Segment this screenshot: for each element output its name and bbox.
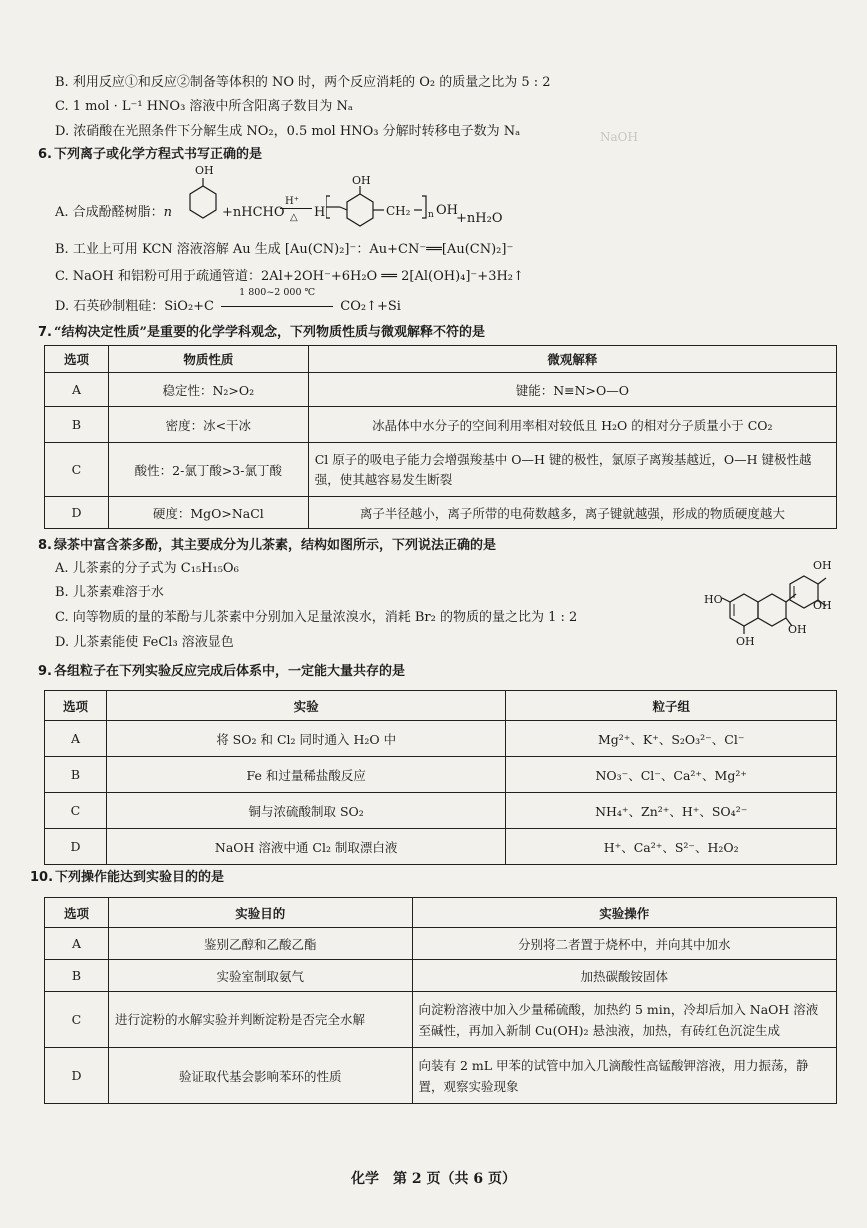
q6-stem-text: 下列离子或化学方程式书写正确的是 — [53, 147, 262, 162]
table-header-cell: 实验操作 — [412, 898, 836, 928]
q6-option-b: B. 工业上可用 KCN 溶液溶解 Au 生成 [Au(CN)₂]⁻：Au+CN⁻══[Au(CN)₂]⁻ — [55, 242, 514, 257]
table-cell: 酸性：2-氯丁酸>3-氯丁酸 — [108, 443, 308, 497]
q7-table — [44, 345, 837, 529]
table-cell: B — [45, 407, 109, 443]
catechin-oh-label: OH — [736, 635, 755, 648]
catechin-oh-label: OH — [813, 559, 832, 572]
q8-option-b: B. 儿茶素难溶于水 — [55, 585, 164, 600]
table-cell: C — [45, 992, 109, 1048]
q8-stem-text: 绿茶中富含茶多酚，其主要成分为儿茶素，结构如图所示，下列说法正确的是 — [53, 538, 496, 553]
q6-d-condition-arrow — [218, 287, 336, 316]
table-cell: 鉴别乙醇和乙酸乙酯 — [108, 928, 412, 960]
table-cell: 离子半径越小，离子所带的电荷数越多，离子键就越强，形成的物质硬度越大 — [308, 497, 836, 529]
resin-oh-label: OH — [352, 174, 371, 187]
table-cell: B — [45, 757, 107, 793]
table-row — [45, 407, 837, 443]
q6-a-n: n — [163, 205, 173, 220]
q6-option-c: C. NaOH 和铝粉可用于疏通管道：2Al+2OH⁻+6H₂O ══ 2[Al(OH)₄]⁻+3H₂↑ — [55, 269, 524, 284]
table-header-cell: 物质性质 — [108, 346, 308, 373]
table-cell: NO₃⁻、Cl⁻、Ca²⁺、Mg²⁺ — [506, 757, 837, 793]
table-header-row — [45, 898, 837, 928]
q6-d-left: D. 石英砂制粗硅：SiO₂+C — [55, 299, 214, 314]
q9-number: 9. — [38, 664, 52, 679]
q8-option-a: A. 儿茶素的分子式为 C₁₅H₁₅O₆ — [55, 561, 239, 576]
table-row — [45, 960, 837, 992]
q5-option-b: B. 利用反应①和反应②制备等体积的 NO 时，两个反应消耗的 O₂ 的质量之比为 5 : 2 — [55, 75, 551, 90]
q9-stem-text: 各组粒子在下列实验反应完成后体系中，一定能大量共存的是 — [53, 664, 405, 679]
table-cell: D — [45, 829, 107, 865]
table-header-cell: 实验 — [106, 691, 505, 721]
q6-d-right: CO₂↑+Si — [340, 299, 401, 314]
table-cell: A — [45, 373, 109, 407]
q6-option-a — [55, 204, 172, 222]
catechin-oh-label: OH — [788, 623, 807, 636]
table-cell: Cl 原子的吸电子能力会增强羧基中 O—H 键的极性，氯原子离羧基越近，O—H 键极性越强，使其越容易发生断裂 — [308, 443, 836, 497]
table-cell: 将 SO₂ 和 Cl₂ 同时通入 H₂O 中 — [106, 721, 505, 757]
table-cell: 稳定性：N₂>O₂ — [108, 373, 308, 407]
q8-number: 8. — [38, 538, 52, 553]
table-cell: A — [45, 928, 109, 960]
table-cell: Fe 和过量稀盐酸反应 — [106, 757, 505, 793]
table-header-cell: 选项 — [45, 346, 109, 373]
table-cell: 硬度：MgO>NaCl — [108, 497, 308, 529]
q5-option-c: C. 1 mol · L⁻¹ HNO₃ 溶液中所含阳离子数目为 Nₐ — [55, 99, 353, 114]
q6-a-ch2: CH₂ — [386, 204, 411, 218]
bleed-through-text: NaOH — [600, 130, 638, 144]
table-row — [45, 1048, 837, 1104]
phenol-oh-label: OH — [195, 164, 214, 177]
table-row — [45, 829, 837, 865]
q8-option-d: D. 儿茶素能使 FeCl₃ 溶液显色 — [55, 635, 234, 650]
table-cell: D — [45, 497, 109, 529]
table-row — [45, 992, 837, 1048]
table-cell: 向淀粉溶液中加入少量稀硫酸，加热约 5 min，冷却后加入 NaOH 溶液至碱性，再加入新制 Cu(OH)₂ 悬浊液，加热，有砖红色沉淀生成 — [412, 992, 836, 1048]
q7-number: 7. — [38, 325, 52, 340]
table-cell: 铜与浓硫酸制取 SO₂ — [106, 793, 505, 829]
q6-a-label: A. 合成酚醛树脂： — [55, 205, 164, 220]
catechin-oh-label: OH — [813, 599, 832, 612]
table-cell: NaOH 溶液中通 Cl₂ 制取漂白液 — [106, 829, 505, 865]
q10-table — [44, 897, 837, 1104]
table-cell: 密度：冰<干冰 — [108, 407, 308, 443]
q9-stem — [38, 663, 405, 681]
table-header-cell: 微观解释 — [308, 346, 836, 373]
table-row — [45, 443, 837, 497]
table-header-cell: 选项 — [45, 691, 107, 721]
q6-number: 6. — [38, 147, 52, 162]
q10-stem-text: 下列操作能达到实验目的的是 — [55, 870, 225, 885]
table-cell: 向装有 2 mL 甲苯的试管中加入几滴酸性高锰酸钾溶液，用力振荡，静置，观察实验现象 — [412, 1048, 836, 1104]
q8-option-c: C. 向等物质的量的苯酚与儿茶素中分别加入足量浓溴水，消耗 Br₂ 的物质的量之比为 1 : 2 — [55, 610, 578, 625]
table-row — [45, 928, 837, 960]
table-cell: A — [45, 721, 107, 757]
table-cell: NH₄⁺、Zn²⁺、H⁺、SO₄²⁻ — [506, 793, 837, 829]
q5-option-d: D. 浓硝酸在光照条件下分解生成 NO₂，0.5 mol HNO₃ 分解时转移电子数为 Nₐ — [55, 124, 521, 139]
q6-a-condition-top: H⁺ — [285, 196, 299, 207]
table-cell: H⁺、Ca²⁺、S²⁻、H₂O₂ — [506, 829, 837, 865]
table-row — [45, 721, 837, 757]
q6-a-product2: +nH₂O — [456, 211, 503, 226]
table-row — [45, 373, 837, 407]
q7-stem-text: “结构决定性质”是重要的化学学科观念，下列物质性质与微观解释不符的是 — [53, 325, 485, 340]
q10-number: 10. — [30, 870, 54, 885]
q9-table — [44, 690, 837, 865]
q6-a-condition-bottom: △ — [290, 212, 298, 223]
table-cell: C — [45, 443, 109, 497]
table-header-row — [45, 691, 837, 721]
catechin-oh-label: HO — [704, 593, 723, 606]
table-header-cell: 实验目的 — [108, 898, 412, 928]
table-row — [45, 793, 837, 829]
q6-d-condition: 1 800~2 000 ℃ — [239, 287, 316, 298]
table-cell: Mg²⁺、K⁺、S₂O₃²⁻、Cl⁻ — [506, 721, 837, 757]
table-header-cell: 粒子组 — [506, 691, 837, 721]
q7-stem — [38, 324, 485, 342]
table-cell: 键能：N≡N>O—O — [308, 373, 836, 407]
table-cell: 实验室制取氨气 — [108, 960, 412, 992]
table-cell: 分别将二者置于烧杯中，并向其中加水 — [412, 928, 836, 960]
table-row — [45, 497, 837, 529]
reaction-arrow-icon — [280, 208, 312, 209]
table-cell: D — [45, 1048, 109, 1104]
q6-stem — [38, 146, 262, 164]
table-header-cell: 选项 — [45, 898, 109, 928]
q8-stem — [38, 537, 496, 555]
table-cell: C — [45, 793, 107, 829]
q10-stem — [30, 869, 224, 887]
q6-a-reactant2: +nHCHO — [222, 205, 285, 220]
q6-option-d — [55, 287, 401, 316]
table-cell: 验证取代基会影响苯环的性质 — [108, 1048, 412, 1104]
q6-a-oh-tail: OH — [436, 203, 458, 218]
table-header-row — [45, 346, 837, 373]
table-row — [45, 757, 837, 793]
table-cell: 冰晶体中水分子的空间利用率相对较低且 H₂O 的相对分子质量小于 CO₂ — [308, 407, 836, 443]
page-footer: 化学 第 2 页（共 6 页） — [351, 1171, 516, 1187]
q6-a-h: H — [314, 205, 326, 220]
table-cell: B — [45, 960, 109, 992]
q6-a-n-subscript: n — [428, 210, 434, 220]
table-cell: 进行淀粉的水解实验并判断淀粉是否完全水解 — [108, 992, 412, 1048]
table-cell: 加热碳酸铵固体 — [412, 960, 836, 992]
